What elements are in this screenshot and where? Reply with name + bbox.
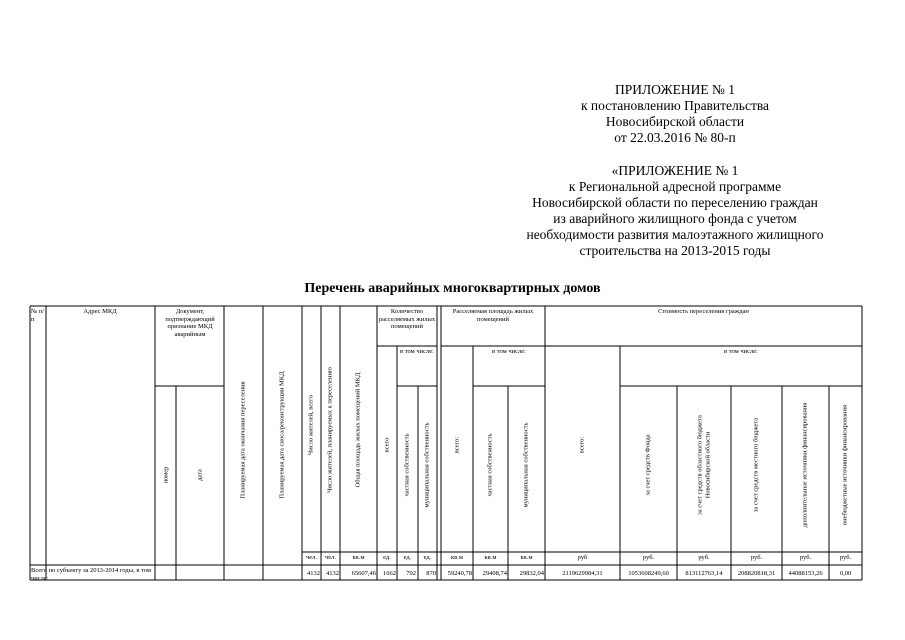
total-cell: 792 [406, 570, 416, 577]
unit-cell: чел. [324, 554, 337, 561]
unit-cell: руб. [698, 554, 710, 561]
header-cost-offbudget: внебюджетные источники финансирования [841, 405, 849, 525]
header-rooms-total: всего [383, 437, 391, 453]
unit-cell: ед. [423, 554, 432, 561]
appendix-line: Новосибирской области по переселению граждан [532, 195, 818, 210]
total-cell: 1053608249,60 [628, 570, 669, 577]
total-cell: 29832,04 [519, 570, 544, 577]
header-address: Адрес МКД [83, 308, 117, 315]
appendix-line: ПРИЛОЖЕНИЕ № 1 [614, 82, 736, 97]
header-total-area: Общая площадь жилых помещений МКД [354, 372, 362, 488]
header-area-total: всего: [453, 436, 461, 454]
header-doc-number: номер [162, 466, 170, 484]
total-cell: 0,00 [839, 570, 852, 577]
unit-cell: руб. [799, 554, 812, 561]
total-cell: 813112763,14 [685, 570, 723, 577]
appendix-line: из аварийного жилищного фонда с учетом [553, 211, 797, 226]
unit-cell: кв.м [451, 554, 463, 561]
header-planned-resettlement: Планируемая дата окончания переселения [239, 381, 247, 499]
total-cell: 1662 [383, 570, 396, 577]
unit-cell: руб. [642, 554, 655, 561]
unit-cell: кв.м [520, 554, 533, 561]
header-cost-local: за счет средств местного бюджета [752, 417, 760, 513]
total-row-label: Всего по субъекту за 2013-2014 годы, в том числе: [31, 567, 152, 582]
page-title: Перечень аварийных многоквартирных домов [304, 281, 601, 296]
unit-cell: чел. [305, 554, 318, 561]
header-rooms-private: частная собственность [403, 433, 411, 497]
unit-cell: кв.м [352, 554, 365, 561]
unit-cell: ед. [403, 554, 412, 561]
header-cost-extra: дополнительные источники финансирования [801, 402, 809, 528]
header-cost: Стоимость переселения граждан [658, 308, 749, 315]
header-num: № п/п [31, 308, 45, 323]
appendix-line: необходимости развития малоэтажного жилищного [526, 227, 824, 242]
total-cell: 208820818,31 [737, 570, 776, 577]
header-document: Документ, подтверждающий признание МКД аварийным [165, 308, 215, 338]
appendix-line: «ПРИЛОЖЕНИЕ № 1 [611, 163, 739, 178]
unit-cell: руб. [839, 554, 852, 561]
total-cell: 29408,74 [482, 570, 507, 577]
total-cell: 65607,46 [351, 570, 376, 577]
header-area-private: частная собственность [486, 433, 494, 497]
total-cell: 870 [426, 570, 436, 577]
appendix-line: строительства на 2013-2015 годы [579, 243, 771, 258]
header-area-resettled: Расселяемая площадь жилых помещений [452, 308, 534, 323]
unit-cell: кв.м [484, 554, 497, 561]
total-cell: 2119629984,31 [562, 570, 603, 577]
header-cost-incl: в том числе: [724, 348, 758, 355]
total-cell: 59240,78 [447, 570, 472, 577]
header-cost-regional: за счет средств областного бюджета Новосибирской области [696, 415, 711, 515]
appendix-line: к Региональной адресной программе [568, 179, 782, 194]
total-cell: 4132 [307, 570, 320, 577]
header-residents-planned: Число жителей, планируемых к переселению [326, 367, 334, 493]
header-rooms-incl: в том числе: [400, 348, 434, 355]
appendix-line: от 22.03.2016 № 80-п [614, 130, 736, 145]
header-rooms-municipal: муниципальная собственность [423, 422, 431, 508]
header-planned-reconstruction: Планируемая дата сноса/реконструкции МКД [278, 371, 286, 499]
header-area-municipal: муниципальная собственность [522, 422, 530, 508]
header-cost-total: всего: [578, 436, 586, 454]
header-area-incl: в том числе: [492, 348, 526, 355]
header-cost-fund: за счет средств Фонда [644, 434, 652, 496]
appendix-line: к постановлению Правительства [580, 98, 770, 113]
appendix-line: Новосибирской области [605, 114, 745, 129]
header-residents-total: Число жителей, всего [307, 395, 315, 455]
unit-cell: руб [577, 554, 588, 561]
unit-cell: ед. [383, 554, 391, 561]
unit-cell: руб. [750, 554, 763, 561]
total-cell: 4132 [326, 570, 339, 577]
total-cell: 44088153,26 [788, 570, 823, 577]
header-doc-date: дата [196, 469, 204, 481]
header-rooms-count: Количество расселяемых жилых помещений [378, 308, 436, 330]
